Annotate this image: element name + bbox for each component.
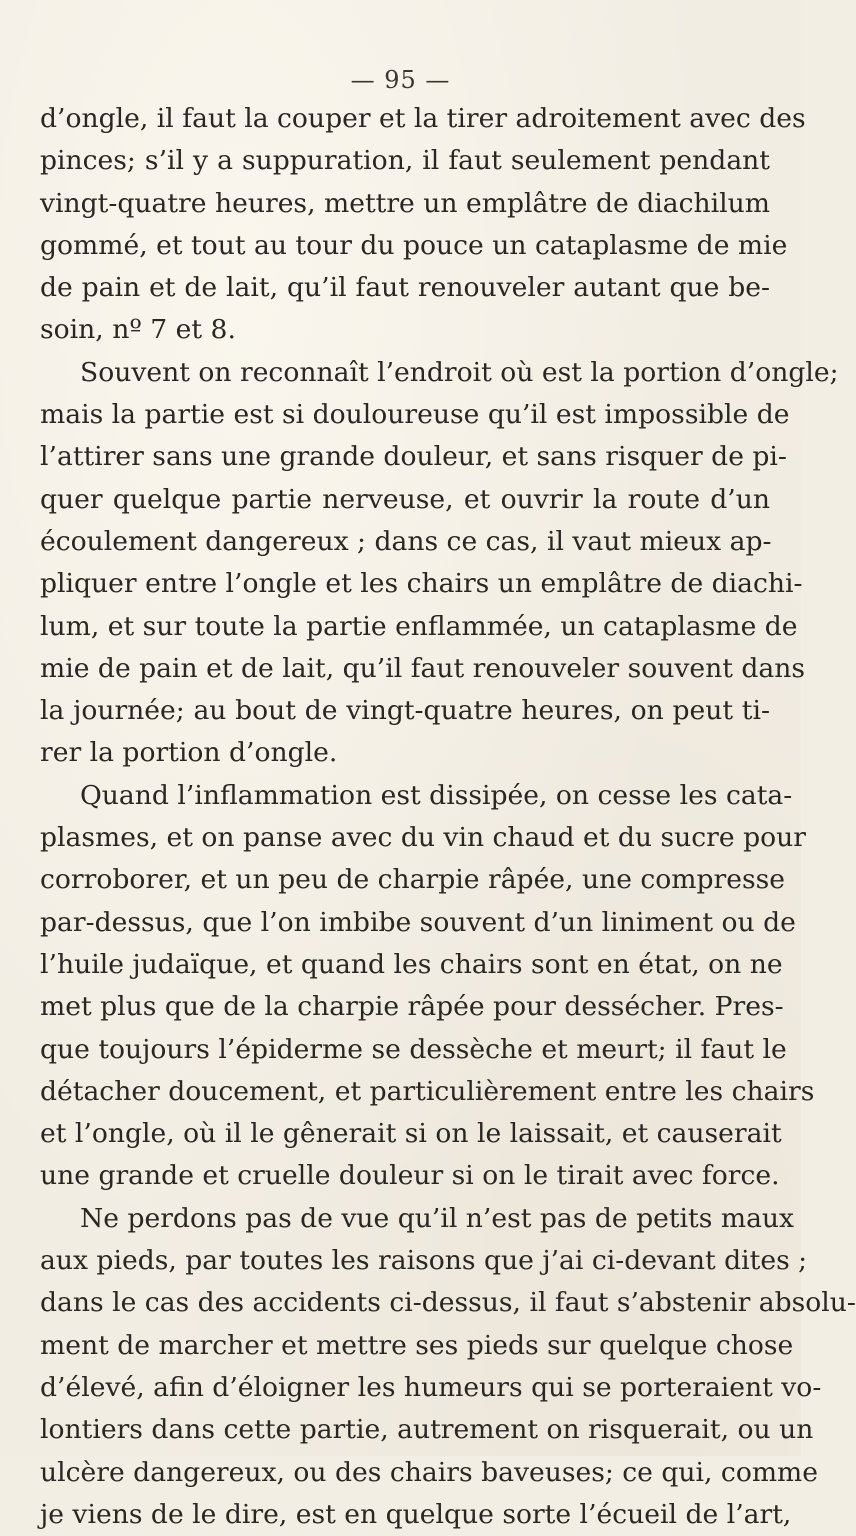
text-line: je viens de le dire, est en quelque sorte l’écueil de l’art, [40, 1498, 792, 1530]
page-number: — 95 — [350, 66, 451, 94]
text-line: écoulement dangereux ; dans ce cas, il vaut mieux ap- [40, 525, 772, 557]
text-line: Souvent on reconnaît l’endroit où est la portion d’ongle; [80, 356, 839, 388]
text-line: dans le cas des accidents ci-dessus, il faut s’abstenir absolu- [40, 1287, 856, 1319]
text-line: Quand l’inflammation est dissipée, on cesse les cata- [80, 779, 793, 811]
text-line: par-dessus, que l’on imbibe souvent d’un liniment ou de [40, 906, 796, 938]
text-line: vingt-quatre heures, mettre un emplâtre de diachilum [40, 187, 770, 219]
text-line: et l’ongle, où il le gênerait si on le laissait, et causerait [40, 1118, 782, 1150]
text-line: de pain et de lait, qu’il faut renouveler autant que be- [40, 272, 770, 304]
text-line: pinces; s’il y a suppuration, il faut seulement pendant [40, 145, 770, 177]
text-line: ulcère dangereux, ou des chairs baveuses; ce qui, comme [40, 1456, 819, 1488]
text-line: d’élevé, afin d’éloigner les humeurs qui se porteraient vo- [40, 1371, 822, 1403]
text-line: soin, nº 7 et 8. [40, 314, 236, 346]
text-line: mais la partie est si douloureuse qu’il est impossible de [40, 399, 790, 431]
text-line: met plus que de la charpie râpée pour dessécher. Pres- [40, 991, 784, 1023]
text-line: pliquer entre l’ongle et les chairs un emplâtre de diachi- [40, 568, 803, 600]
body-text [40, 98, 856, 1536]
text-line: mie de pain et de lait, qu’il faut renouveler souvent dans [40, 652, 806, 684]
text-line: que toujours l’épiderme se dessèche et meurt; il faut le [40, 1033, 787, 1065]
text-line: ment de marcher et mettre ses pieds sur quelque chose [40, 1329, 794, 1361]
text-line: d’ongle, il faut la couper et la tirer adroitement avec des [40, 103, 806, 134]
text-line: rer la portion d’ongle. [40, 737, 338, 769]
text-line: détacher doucement, et particulièrement entre les chairs [40, 1075, 815, 1107]
text-line: lum, et sur toute la partie enflammée, un cataplasme de [40, 610, 798, 642]
text-line: gommé, et tout au tour du pouce un cataplasme de mie [40, 229, 788, 261]
text-line: l’huile judaïque, et quand les chairs sont en état, on ne [40, 948, 783, 980]
text-line: plasmes, et on panse avec du vin chaud et du sucre pour [40, 822, 806, 854]
text-line: Ne perdons pas de vue qu’il n’est pas de petits maux [80, 1202, 795, 1234]
text-line: la journée; au bout de vingt-quatre heures, on peut ti- [40, 695, 770, 727]
text-line: lontiers dans cette partie, autrement on risquerait, ou un [40, 1414, 814, 1446]
text-line: aux pieds, par toutes les raisons que j’ai ci-devant dites ; [40, 1245, 808, 1277]
text-line: l’attirer sans une grande douleur, et sans risquer de pi- [40, 441, 787, 473]
text-line: une grande et cruelle douleur si on le tirait avec force. [40, 1160, 780, 1192]
text-line: quer quelque partie nerveuse, et ouvrir la route d’un [40, 483, 770, 515]
text-line: corroborer, et un peu de charpie râpée, une compresse [40, 864, 786, 896]
